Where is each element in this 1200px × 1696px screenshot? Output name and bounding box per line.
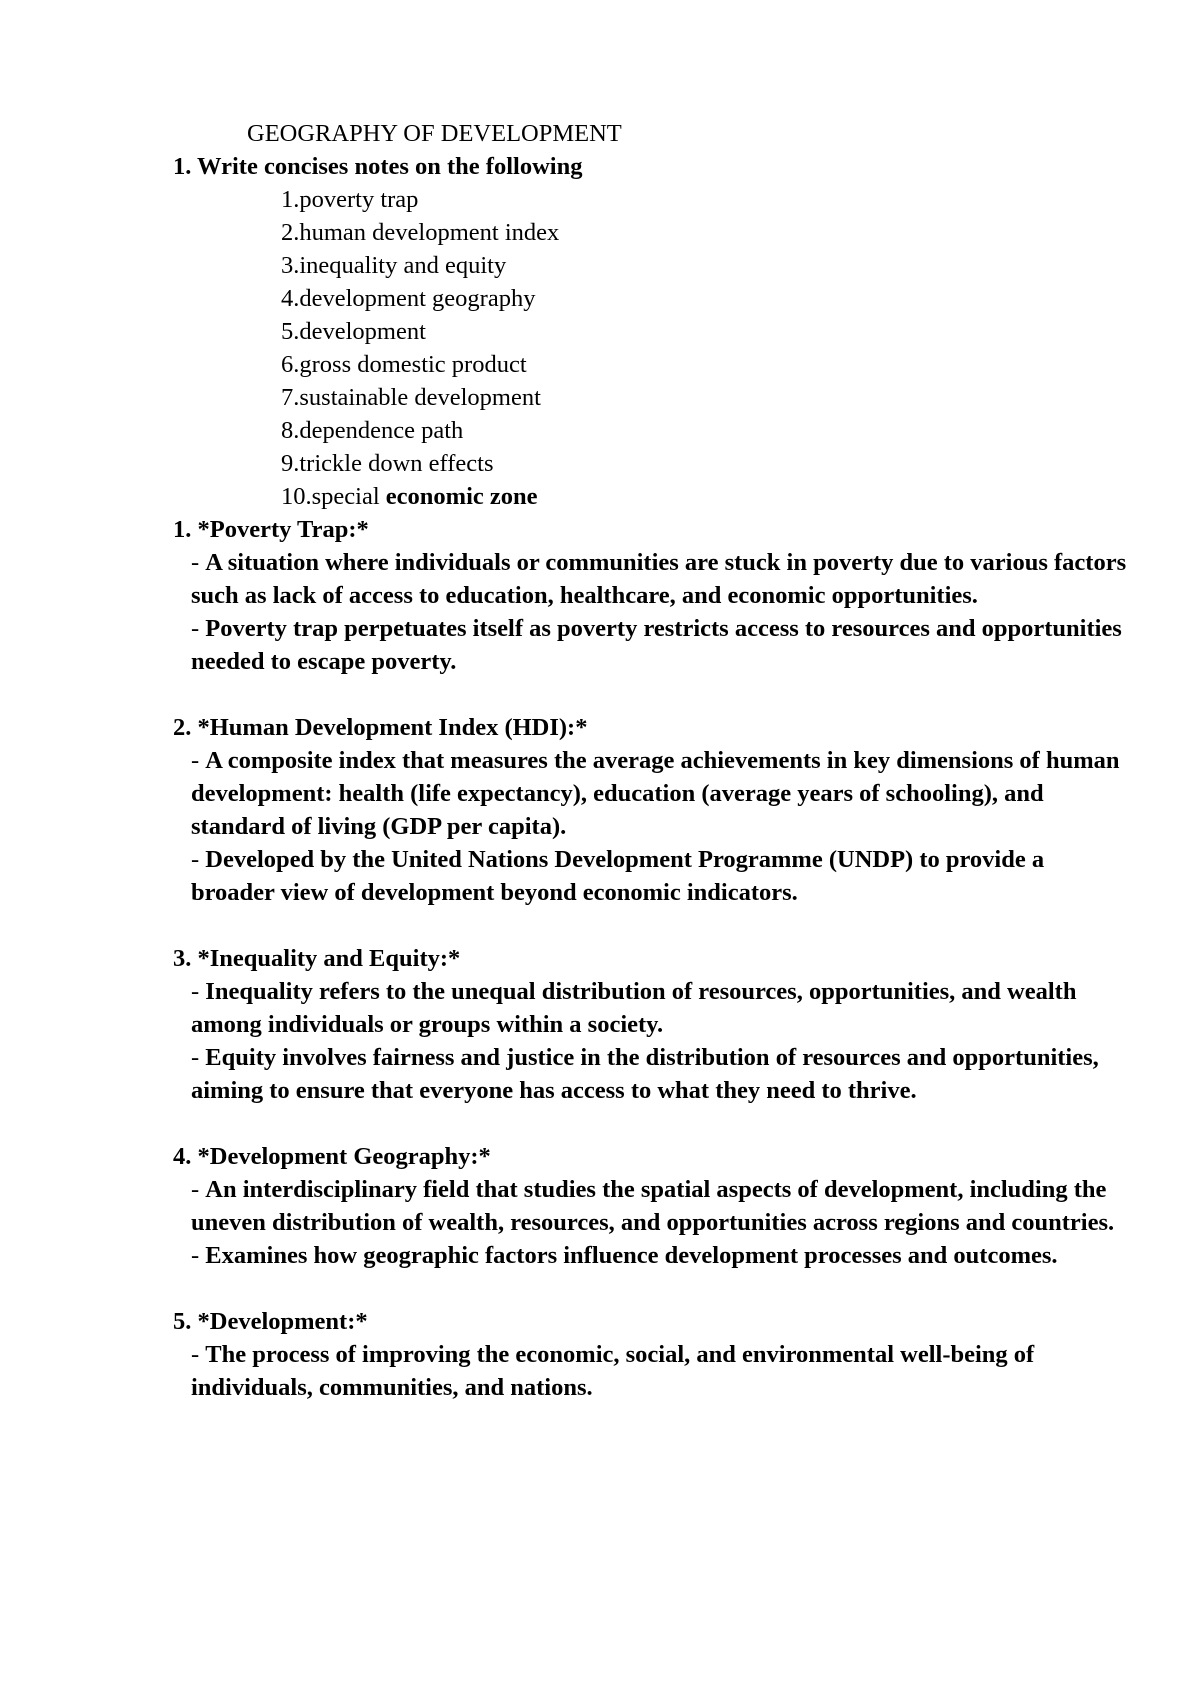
section-development-geography	[173, 1140, 1133, 1272]
topic-list	[173, 183, 1133, 513]
list-item	[281, 480, 1133, 513]
section-hdi	[173, 711, 1133, 909]
list-item: 8.dependence path	[281, 417, 464, 444]
list-item: 2.human development index	[281, 219, 560, 246]
spacer	[173, 909, 1133, 942]
list-item: 1.poverty trap	[281, 186, 419, 213]
list-item: 9.trickle down effects	[281, 450, 494, 477]
bullet-text: - A situation where individuals or communities are stuck in poverty due to various factors such as lack of access to education, healthcare, and economic opportunities.	[191, 549, 1127, 609]
bullet-text: - A composite index that measures the average achievements in key dimensions of human development: health (life expectancy), education (average years of schooling), and standard of living (GDP per capita).	[191, 747, 1120, 840]
section-heading: 3. *Inequality and Equity:*	[173, 945, 461, 972]
list-item: 7.sustainable development	[281, 384, 541, 411]
list-item: 5.development	[281, 318, 426, 345]
topic-10-bold: economic zone	[385, 483, 538, 510]
section-heading: 5. *Development:*	[173, 1308, 368, 1335]
bullet-text: - The process of improving the economic, social, and environmental well-being of individuals, communities, and nations.	[191, 1341, 1035, 1401]
list-item: 3.inequality and equity	[281, 252, 507, 279]
bullet-text: - Poverty trap perpetuates itself as poverty restricts access to resources and opportunities needed to escape poverty.	[191, 615, 1122, 675]
question-line: 1. Write concises notes on the following	[173, 153, 583, 180]
bullet-text: - An interdisciplinary field that studies the spatial aspects of development, including the uneven distribution of wealth, resources, and opportunities across regions and countries.	[191, 1176, 1115, 1236]
section-heading: 4. *Development Geography:*	[173, 1143, 491, 1170]
bullet-text: - Inequality refers to the unequal distribution of resources, opportunities, and wealth among individuals or groups within a society.	[191, 978, 1077, 1038]
section-development	[173, 1305, 1133, 1404]
topic-10-prefix: 10.special	[281, 483, 386, 510]
bullet-text: - Examines how geographic factors influence development processes and outcomes.	[191, 1242, 1058, 1269]
spacer	[173, 1272, 1133, 1305]
list-item: 6.gross domestic product	[281, 351, 527, 378]
bullet-text: - Developed by the United Nations Development Programme (UNDP) to provide a broader view of development beyond economic indicators.	[191, 846, 1045, 906]
spacer	[173, 1107, 1133, 1140]
section-heading: 2. *Human Development Index (HDI):*	[173, 714, 588, 741]
spacer	[173, 678, 1133, 711]
document-body	[173, 117, 1133, 1404]
section-inequality	[173, 942, 1133, 1107]
section-poverty-trap	[173, 513, 1133, 678]
bullet-text: - Equity involves fairness and justice in the distribution of resources and opportunities, aiming to ensure that everyone has access to what they need to thrive.	[191, 1044, 1099, 1104]
section-heading: 1. *Poverty Trap:*	[173, 516, 369, 543]
document-title: GEOGRAPHY OF DEVELOPMENT	[247, 120, 622, 147]
list-item: 4.development geography	[281, 285, 536, 312]
